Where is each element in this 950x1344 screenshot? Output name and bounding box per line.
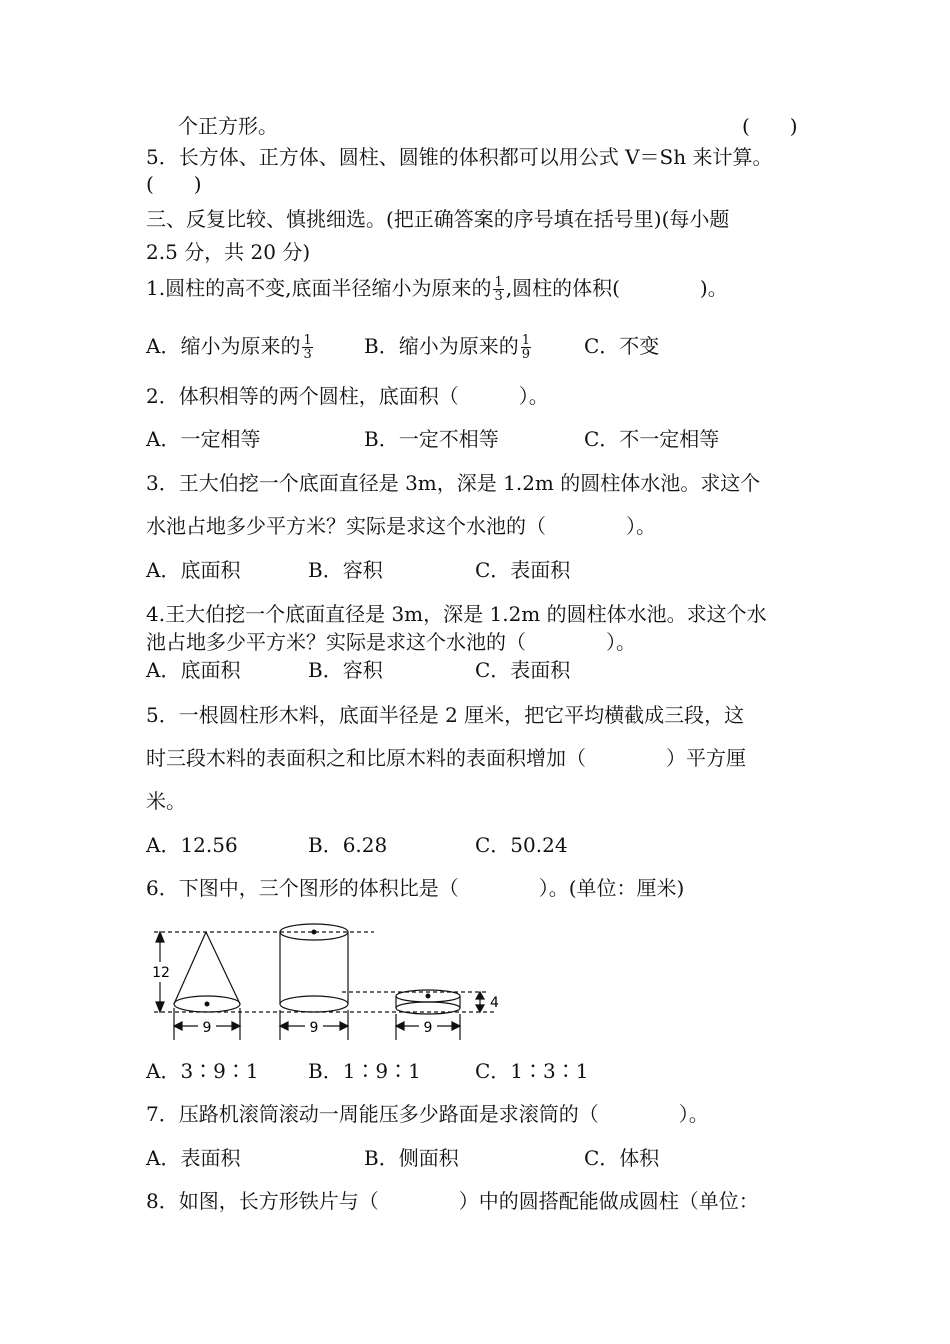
- question-7: 7．压路机滚筒滚动一周能压多少路面是求滚筒的（ ）。: [146, 1102, 709, 1126]
- answer-parentheses: ( ): [146, 172, 202, 196]
- question-6: 6．下图中，三个图形的体积比是（ ）。(单位：厘米): [146, 876, 685, 900]
- option-a: A．3∶9∶1: [146, 1059, 259, 1083]
- question-5: 5．一根圆柱形木料，底面半径是 2 厘米，把它平均横截成三段，这: [146, 703, 745, 727]
- fraction-numerator: 1: [521, 333, 530, 348]
- option-b: B．侧面积: [364, 1146, 459, 1170]
- fraction-numerator: 1: [494, 275, 503, 290]
- question-1: [146, 276, 728, 303]
- small-cylinder-diameter-label: 9: [423, 1020, 433, 1036]
- option-a-text: A．缩小为原来的: [146, 334, 301, 358]
- option-b: [364, 334, 533, 361]
- fraction-one-ninth: [521, 334, 531, 361]
- option-b: B．容积: [308, 658, 383, 682]
- cone-diameter-label: 9: [202, 1020, 212, 1036]
- option-c: C．1∶3∶1: [475, 1059, 589, 1083]
- question-5-cont: 时三段木料的表面积之和比原木料的表面积增加（ ）平方厘: [146, 746, 746, 770]
- fraction-denominator: 3: [303, 347, 312, 362]
- option-c: C．不一定相等: [584, 427, 720, 451]
- question-4: 4.王大伯挖一个底面直径是 3m，深是 1.2m 的圆柱体水池。求这个水: [146, 602, 767, 626]
- volume-figure: [146, 918, 506, 1048]
- fraction-denominator: 3: [494, 289, 503, 304]
- option-b: B．6.28: [308, 833, 388, 857]
- option-c: C．体积: [584, 1146, 660, 1170]
- question-1-text-start: 1.圆柱的高不变,底面半径缩小为原来的: [146, 276, 492, 300]
- option-b: B．一定不相等: [364, 427, 499, 451]
- option-c: C．表面积: [475, 658, 571, 682]
- text-line: 个正方形。: [178, 114, 278, 138]
- option-a: A．底面积: [146, 658, 241, 682]
- option-a: A．底面积: [146, 558, 241, 582]
- question-2: 2．体积相等的两个圆柱，底面积（ ）。: [146, 384, 549, 408]
- small-cylinder-height-label: 4: [490, 995, 499, 1011]
- option-b: B．1∶9∶1: [308, 1059, 421, 1083]
- option-b: B．容积: [308, 558, 383, 582]
- question-4-cont: 池占地多少平方米？实际是求这个水池的（ ）。: [146, 630, 636, 654]
- question-3: 3．王大伯挖一个底面直径是 3m，深是 1.2m 的圆柱体水池。求这个: [146, 471, 761, 495]
- question-5-true-false: 5．长方体、正方体、圆柱、圆锥的体积都可以用公式 V＝Sh 来计算。: [146, 145, 773, 169]
- option-c: C．50.24: [475, 833, 568, 857]
- option-a: A．一定相等: [146, 427, 261, 451]
- option-a: A．表面积: [146, 1146, 241, 1170]
- cylinder-diameter-label: 9: [309, 1020, 319, 1036]
- option-c: C．表面积: [475, 558, 571, 582]
- fraction-one-third: [493, 276, 503, 303]
- question-8: 8．如图，长方形铁片与（ ）中的圆搭配能做成圆柱（单位：: [146, 1189, 759, 1213]
- option-c: C．不变: [584, 334, 660, 358]
- option-a: [146, 334, 315, 361]
- cone-height-label: 12: [152, 965, 170, 981]
- section-heading-score: 2.5 分，共 20 分): [146, 240, 311, 264]
- question-1-text-end: ,圆柱的体积( )。: [505, 276, 728, 300]
- option-b-text: B．缩小为原来的: [364, 334, 519, 358]
- fraction-one-third: [302, 334, 312, 361]
- answer-parentheses: ( ): [742, 114, 798, 138]
- section-heading: 三、反复比较、慎挑细选。(把正确答案的序号填在括号里)(每小题: [146, 207, 730, 231]
- fraction-denominator: 9: [521, 347, 530, 362]
- question-5-cont: 米。: [146, 789, 186, 813]
- option-a: A．12.56: [146, 833, 238, 857]
- question-3-cont: 水池占地多少平方米？实际是求这个水池的（ ）。: [146, 514, 656, 538]
- fraction-numerator: 1: [303, 333, 312, 348]
